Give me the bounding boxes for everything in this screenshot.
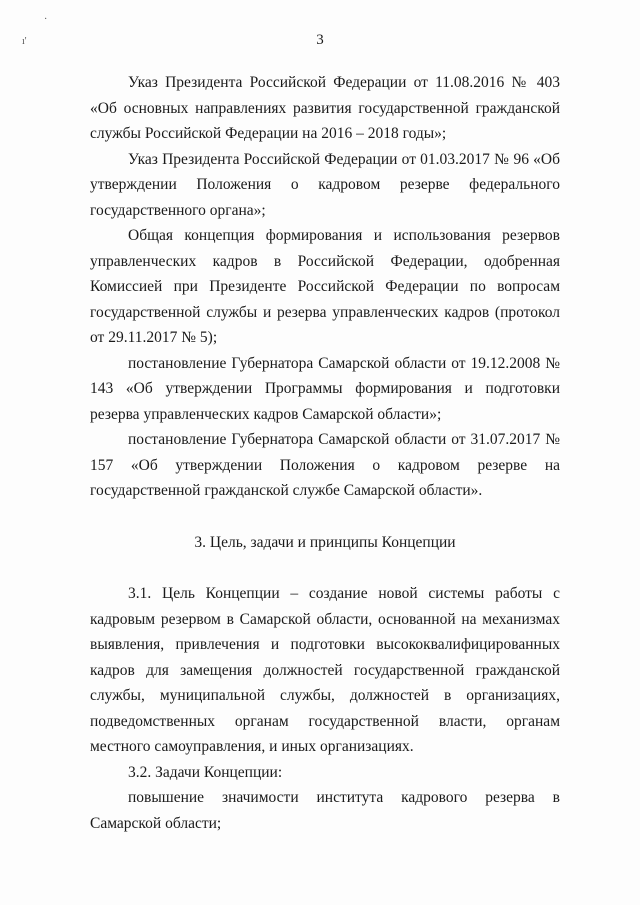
page-number: 3 — [316, 32, 324, 48]
paragraph-goal: 3.1. Цель Концепции – создание новой системы работы с кадровым резервом в Самарской области, основанной на механизмах выявления, привлечения и подготовки высококвалифицированных кадров для замещения должностей государственной гражданской службы, муниципальной службы, должностей в организациях, подведомственных органам государственной власти, органам местного самоуправления, и иных организациях. — [90, 585, 560, 755]
document-body — [90, 70, 560, 836]
paragraph-tasks-title: 3.2. Задачи Концепции: — [128, 763, 283, 781]
paragraph-decree-403: Указ Президента Российской Федерации от 11.08.2016 № 403 «Об основных направлениях развития государственной гражданской службы Российской Федерации на 2016 – 2018 годы»; — [90, 74, 560, 142]
paragraph-decree-96: Указ Президента Российской Федерации от 01.03.2017 № 96 «Об утверждении Положения о кадровом резерве федерального государственного органа»; — [90, 150, 560, 219]
paragraph-general-concept: Общая концепция формирования и использования резервов управленческих кадров в Российской Федерации, одобренная Комиссией при Президенте Российской Федерации по вопросам государственной службы и резерва управленческих кадров (протокол от 29.11.2017 № 5); — [90, 227, 560, 346]
scan-mark: ı' — [22, 36, 27, 47]
paragraph-task-1: повышение значимости института кадрового резерва в Самарской области; — [90, 789, 560, 832]
paragraph-governor-143: постановление Губернатора Самарской области от 19.12.2008 № 143 «Об утверждении Программы формирования и подготовки резерва управленческих кадров Самарской области»; — [90, 354, 560, 423]
scan-mark: · — [44, 14, 48, 25]
paragraph-governor-157: постановление Губернатора Самарской области от 31.07.2017 № 157 «Об утверждении Положения о кадровом резерве на государственной гражданской службе Самарской области». — [90, 431, 560, 499]
section-heading: 3. Цель, задачи и принципы Концепции — [194, 533, 456, 551]
